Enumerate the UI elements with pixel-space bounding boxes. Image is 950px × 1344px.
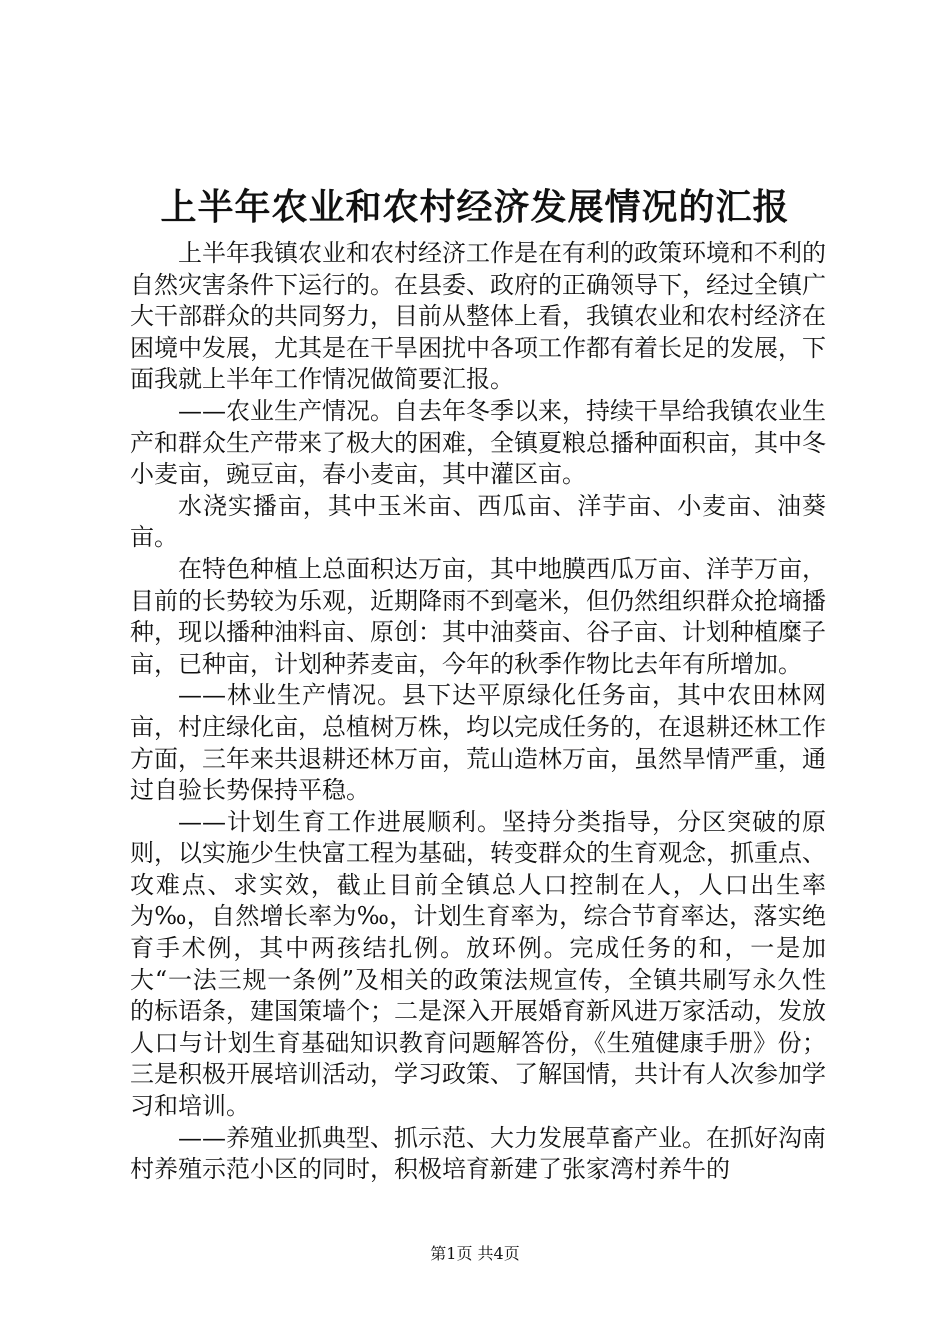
page-footer: 第1页 共4页 <box>430 1244 520 1263</box>
paragraph-irrigation: 水浇实播亩，其中玉米亩、西瓜亩、洋芋亩、小麦亩、油葵亩。 <box>130 491 826 552</box>
paragraph-agriculture: ——农业生产情况。自去年冬季以来，持续干旱给我镇农业生产和群众生产带来了极大的困难，全镇夏粮总播种面积亩，其中冬小麦亩，豌豆亩，春小麦亩，其中灌区亩。 <box>130 396 826 489</box>
document-body <box>130 238 826 1186</box>
document-title: 上半年农业和农村经济发展情况的汇报 <box>160 186 790 228</box>
paragraph-special-crops: 在特色种植上总面积达万亩，其中地膜西瓜万亩、洋芋万亩，目前的长势较为乐观，近期降雨不到毫米，但仍然组织群众抢墒播种，现以播种油料亩、原创：其中油葵亩、谷子亩、计划种植糜子亩，已种亩，计划种荞麦亩，今年的秋季作物比去年有所增加。 <box>130 554 826 678</box>
paragraph-intro: 上半年我镇农业和农村经济工作是在有利的政策环境和不利的自然灾害条件下运行的。在县委、政府的正确领导下，经过全镇广大干部群众的共同努力，目前从整体上看，我镇农业和农村经济在困境中发展，尤其是在干旱困扰中各项工作都有着长足的发展，下面我就上半年工作情况做简要汇报。 <box>130 239 826 394</box>
paragraph-livestock: ——养殖业抓典型、抓示范、大力发展草畜产业。在抓好沟南村养殖示范小区的同时，积极培育新建了张家湾村养牛的 <box>130 1123 826 1184</box>
paragraph-family-planning: ——计划生育工作进展顺利。坚持分类指导，分区突破的原则，以实施少生快富工程为基础，转变群众的生育观念，抓重点、攻难点、求实效，截止目前全镇总人口控制在人，人口出生率为‰，自然增长率为‰，计划生育率为，综合节育率达，落实绝育手术例，其中两孩结扎例。放环例。完成任务的和，一是加大“一法三规一条例”及相关的政策法规宣传，全镇共刷写永久性的标语条，建国策墙个；二是深入开展婚育新风进万家活动，发放人口与计划生育基础知识教育问题解答份，《生殖健康手册》份；三是积极开展培训活动，学习政策、了解国情，共计有人次参加学习和培训。 <box>130 807 826 1121</box>
paragraph-forestry: ——林业生产情况。县下达平原绿化任务亩，其中农田林网亩，村庄绿化亩，总植树万株，均以完成任务的，在退耕还林工作方面，三年来共退耕还林万亩，荒山造林万亩，虽然旱情严重，通过自验长势保持平稳。 <box>130 681 826 805</box>
